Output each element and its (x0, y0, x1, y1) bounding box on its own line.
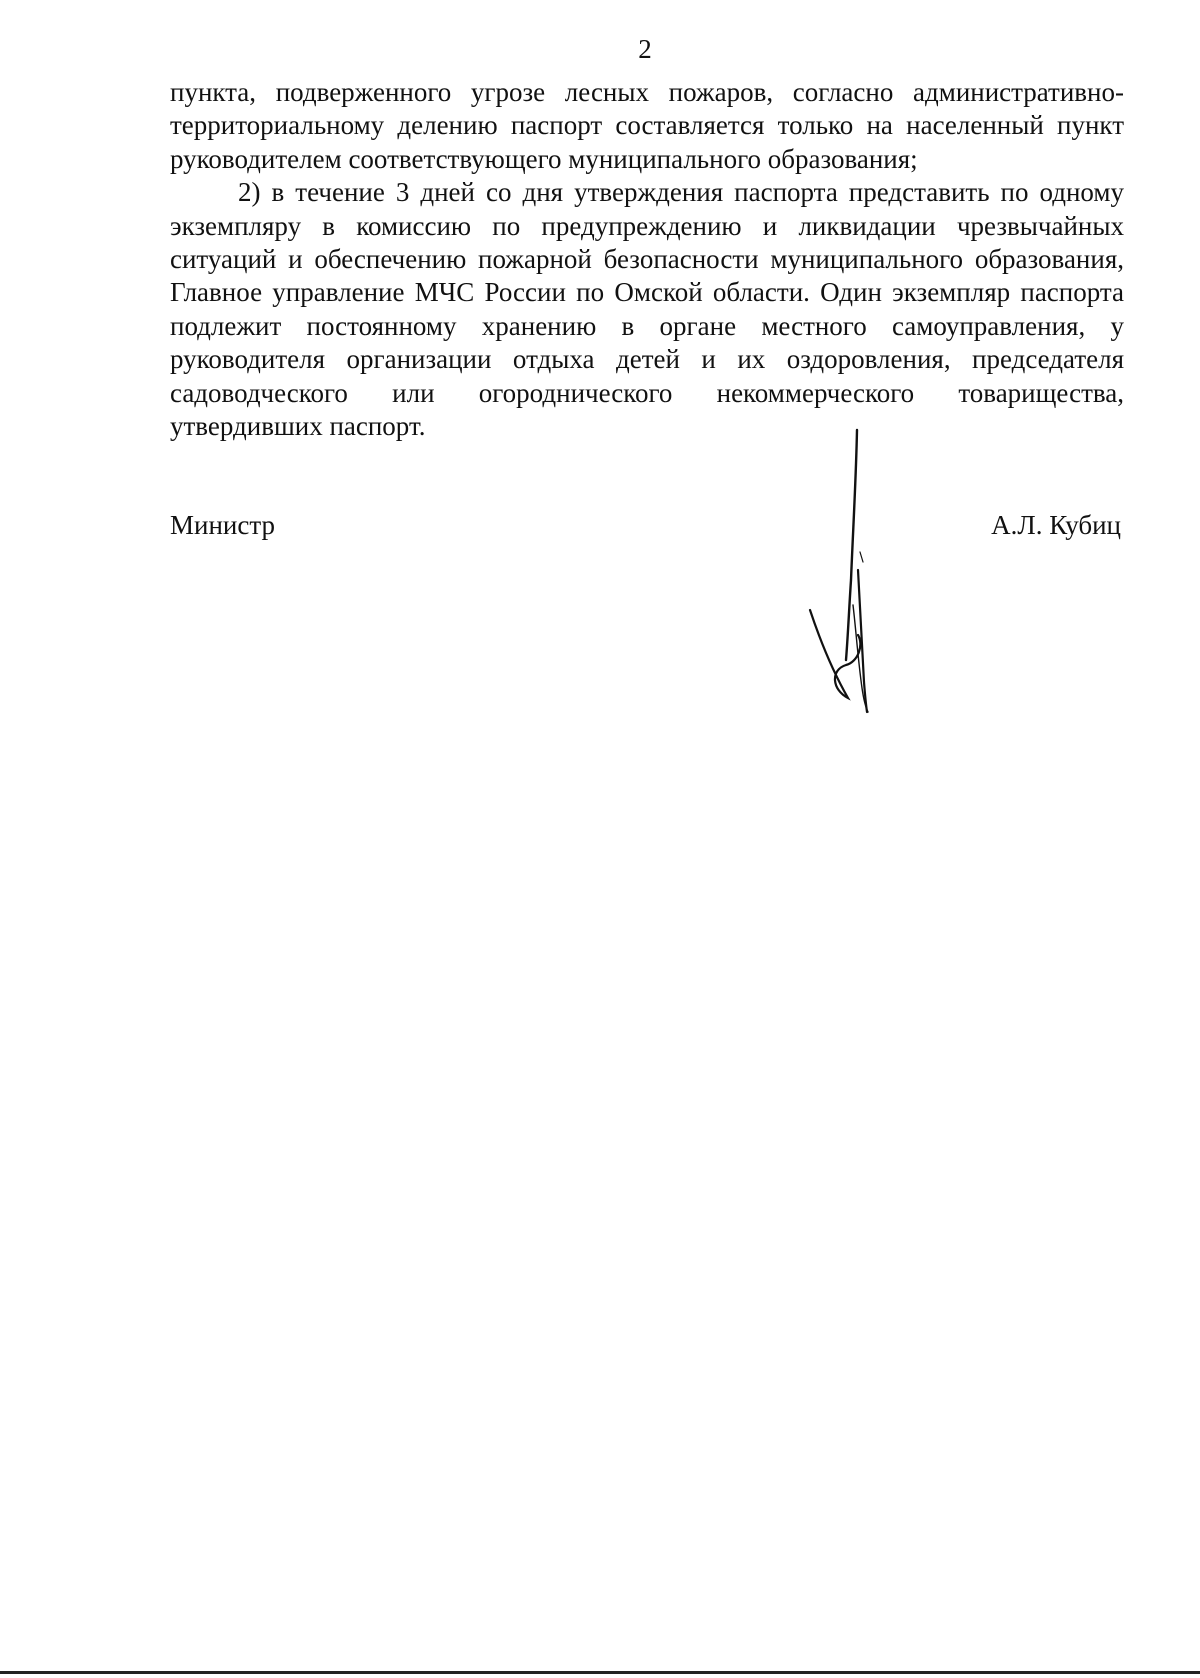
document-body (170, 76, 1124, 443)
page-number: 2 (638, 34, 652, 64)
handwritten-signature (760, 420, 880, 730)
signer-name: А.Л. Кубиц (991, 510, 1121, 540)
paragraph-item-2: 2) в течение 3 дней со дня утверждения паспорта представить по одному экземпляру в комиссию по предупреждению и ликвидации чрезвычайных ситуаций и обеспечению пожарной безопасности муниципального образования, Главное управление МЧС России по Омской области. Один экземпляр паспорта подлежит постоянному хранению в органе местного самоуправления, у руководителя организации отдыха детей и их оздоровления, председателя садоводческого или огороднического некоммерческого товарищества, утвердивших паспорт. (170, 177, 1124, 442)
paragraph-continuation: пункта, подверженного угрозе лесных пожаров, согласно административно-территориальному делению паспорт составляется только на населенный пункт руководителем соответствующего муниципального образования; (170, 77, 1124, 174)
page-bottom-edge (0, 1671, 1200, 1674)
signer-title: Министр (170, 510, 275, 540)
